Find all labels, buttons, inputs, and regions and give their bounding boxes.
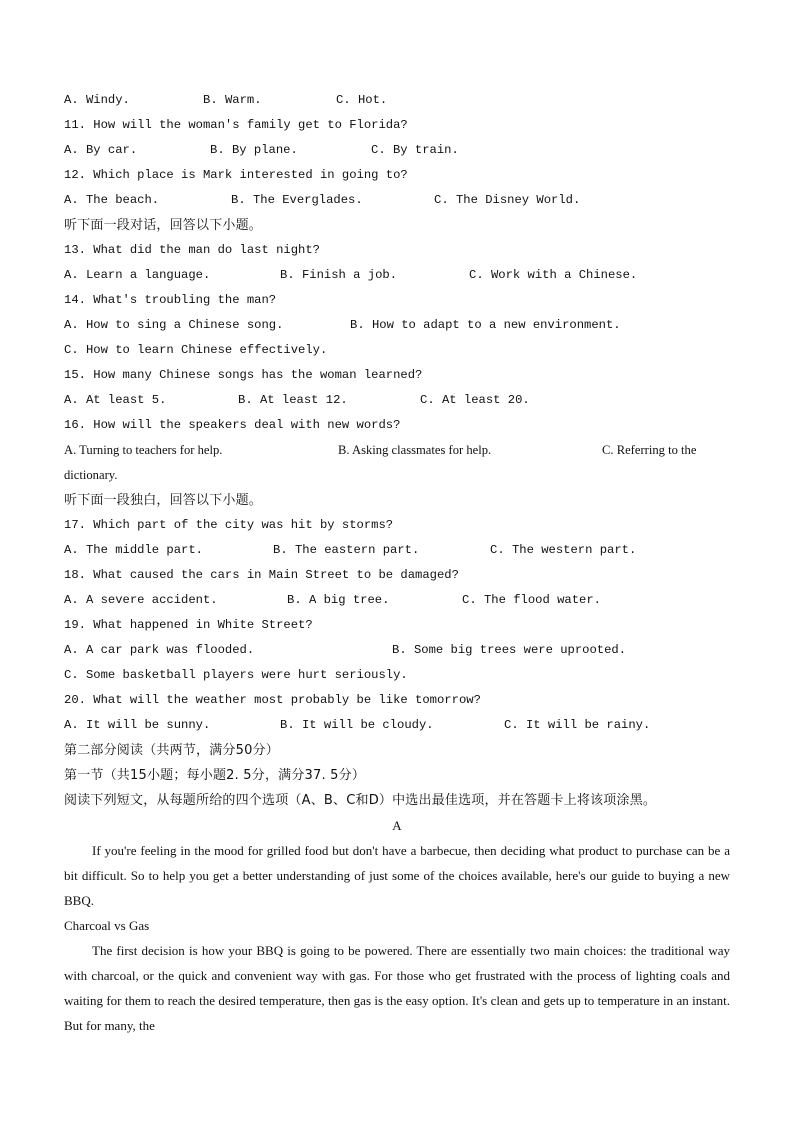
question-15: 15. How many Chinese songs has the woman learned? [64,368,423,382]
question-16: 16. How will the speakers deal with new words? [64,418,401,432]
q15-options [64,388,730,413]
option-c: C. The western part. [490,543,637,557]
q17-options [64,538,730,563]
option-c-continued: dictionary. [64,468,118,482]
option-b: B. Some big trees were uprooted. [392,643,627,657]
option-b: B. Finish a job. [280,268,398,282]
q13-options [64,263,730,288]
option-c: C. It will be rainy. [504,718,651,732]
option-a: A. It will be sunny. [64,718,211,732]
option-b: B. At least 12. [238,393,348,407]
question-19: 19. What happened in White Street? [64,618,313,632]
option-a: A. By car. [64,143,138,157]
question-18: 18. What caused the cars in Main Street to be damaged? [64,568,459,582]
option-a: A. Turning to teachers for help. [64,443,223,457]
option-c: C. The flood water. [462,593,601,607]
option-b: B. How to adapt to a new environment. [350,318,621,332]
q20-options [64,713,730,738]
passage-heading: Charcoal vs Gas [64,918,150,933]
option-c: C. The Disney World. [434,193,581,207]
question-12: 12. Which place is Mark interested in going to? [64,168,408,182]
question-17: 17. Which part of the city was hit by storms? [64,518,394,532]
passage-paragraph: If you're feeling in the mood for grilled food but don't have a barbecue, then deciding what product to purchase can be a bit difficult. So to help you get a better understanding of just some of the choices available, here's our guide to buying a new BBQ. [64,843,730,908]
listening-instruction: 听下面一段对话，回答以下小题。 [64,218,263,233]
option-a: A. Windy. [64,93,130,107]
option-b: B. A big tree. [287,593,390,607]
listening-instruction: 听下面一段独白，回答以下小题。 [64,493,263,508]
passage-paragraph: The first decision is how your BBQ is going to be powered. There are essentially two main choices: the traditional way with charcoal, or the quick and convenient way with gas. For those who get frustrated with the process of lighting coals and waiting for them to reach the desired temperature, then gas is the easy option. It's clean and gets up to temperature in an instant. But for many, the [64,943,730,1033]
option-b: B. By plane. [210,143,298,157]
option-a: A. How to sing a Chinese song. [64,318,284,332]
part-title: 第二部分阅读（共两节，满分50分） [64,743,279,758]
option-b: B. The Everglades. [231,193,363,207]
option-c: C. Work with a Chinese. [469,268,638,282]
question-13: 13. What did the man do last night? [64,243,320,257]
q12-options [64,188,730,213]
option-c: C. At least 20. [420,393,530,407]
option-c: C. By train. [371,143,459,157]
option-a: A. A car park was flooded. [64,643,255,657]
option-c: C. Some basketball players were hurt seriously. [64,668,408,682]
option-b: B. It will be cloudy. [280,718,434,732]
option-b: B. Warm. [203,93,262,107]
question-11: 11. How will the woman's family get to Florida? [64,118,408,132]
q11-options [64,138,730,163]
option-a: A. The beach. [64,193,160,207]
option-a: A. At least 5. [64,393,167,407]
option-a: A. Learn a language. [64,268,211,282]
question-20: 20. What will the weather most probably be like tomorrow? [64,693,481,707]
option-b: B. Asking classmates for help. [338,443,492,457]
q14-options [64,313,730,338]
option-c: C. Hot. [336,93,388,107]
option-c: C. How to learn Chinese effectively. [64,343,328,357]
q19-options [64,638,730,663]
question-14: 14. What's troubling the man? [64,293,277,307]
option-b: B. The eastern part. [273,543,420,557]
q10-options [64,88,730,113]
reading-directions: 阅读下列短文，从每题所给的四个选项（A、B、C和D）中选出最佳选项，并在答题卡上将该项涂黑。 [64,793,657,808]
section-title: 第一节（共15小题；每小题2. 5分，满分37. 5分） [64,768,366,783]
q18-options [64,588,730,613]
passage-letter: A [392,818,402,833]
option-a: A. A severe accident. [64,593,218,607]
option-a: A. The middle part. [64,543,203,557]
option-c: C. Referring to the [602,443,697,457]
q16-options [64,438,730,463]
exam-page [64,88,730,1038]
